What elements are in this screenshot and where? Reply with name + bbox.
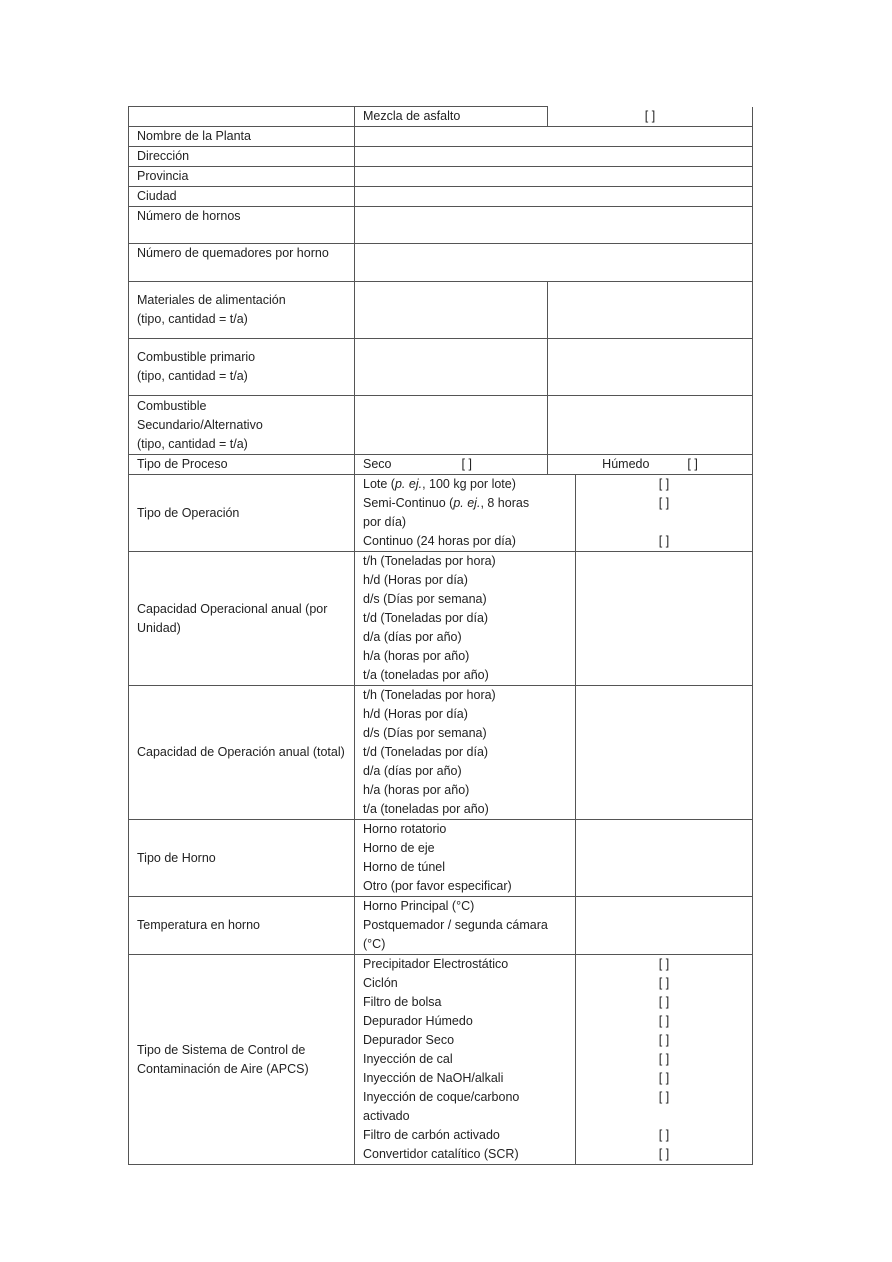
apcs-item: Inyección de cal <box>363 1052 453 1066</box>
semi-text: Semi-Continuo ( <box>363 496 454 510</box>
batch-text-post: , 100 kg por lote) <box>422 477 516 491</box>
wet-label: Húmedo <box>602 457 650 471</box>
secondary-fuel-line1: Combustible Secundario/Alternativo <box>137 399 263 432</box>
primary-fuel-field-1[interactable] <box>355 339 548 396</box>
apcs-checkbox[interactable]: [ ] <box>658 976 670 990</box>
kiln-type-values[interactable] <box>576 820 753 897</box>
eg-text: p. ej. <box>453 496 481 510</box>
plant-name-label: Nombre de la Planta <box>129 127 355 147</box>
semi-checkbox[interactable]: [ ] <box>658 496 670 510</box>
asphalt-mix-checkbox[interactable]: [ ] <box>548 107 753 127</box>
capacity-item: h/d (Horas por día) <box>363 573 468 587</box>
operation-options <box>355 475 576 552</box>
apcs-checkbox[interactable]: [ ] <box>658 1033 670 1047</box>
capacity-unit-items <box>355 552 576 686</box>
process-type-label: Tipo de Proceso <box>129 455 355 475</box>
capacity-item: h/d (Horas por día) <box>363 707 468 721</box>
city-field[interactable] <box>355 187 753 207</box>
apcs-item: Ciclón <box>363 976 398 990</box>
feed-materials-line2: (tipo, cantidad = t/a) <box>137 312 248 326</box>
plant-name-field[interactable] <box>355 127 753 147</box>
semi-option <box>363 494 567 513</box>
process-dry-option[interactable] <box>355 455 548 475</box>
temperature-label: Temperatura en horno <box>129 897 355 955</box>
secondary-fuel-field-2[interactable] <box>548 396 753 455</box>
apcs-checkbox[interactable]: [ ] <box>658 1071 670 1085</box>
capacity-item: d/s (Días por semana) <box>363 592 487 606</box>
operation-checkboxes <box>576 475 753 552</box>
capacity-item: h/a (horas por año) <box>363 649 470 663</box>
semi-option-cont: por día) <box>363 515 407 529</box>
capacity-total-items <box>355 686 576 820</box>
capacity-item: d/a (días por año) <box>363 630 462 644</box>
wet-checkbox[interactable]: [ ] <box>687 457 698 471</box>
empty-cell <box>129 107 355 127</box>
capacity-unit-label: Capacidad Operacional anual (por Unidad) <box>129 552 355 686</box>
kiln-count-field[interactable] <box>355 207 753 244</box>
asphalt-mix-row <box>129 107 753 127</box>
kiln-count-label: Número de hornos <box>129 207 355 244</box>
apcs-checkbox[interactable]: [ ] <box>658 1090 670 1104</box>
operation-type-label: Tipo de Operación <box>129 475 355 552</box>
address-field[interactable] <box>355 147 753 167</box>
dry-checkbox[interactable]: [ ] <box>461 457 472 471</box>
capacity-unit-values[interactable] <box>576 552 753 686</box>
city-label: Ciudad <box>129 187 355 207</box>
kiln-type-item: Horno de túnel <box>363 860 446 874</box>
apcs-label: Tipo de Sistema de Control de Contaminación de Aire (APCS) <box>129 955 355 1165</box>
apcs-item: Inyección de coque/carbono activado <box>363 1090 520 1123</box>
capacity-item: t/d (Toneladas por día) <box>363 745 489 759</box>
capacity-total-label: Capacidad de Operación anual (total) <box>129 686 355 820</box>
kiln-type-items <box>355 820 576 897</box>
apcs-checkbox[interactable]: [ ] <box>658 1052 670 1066</box>
continuous-checkbox[interactable]: [ ] <box>658 534 670 548</box>
temperature-values[interactable] <box>576 897 753 955</box>
capacity-item: d/s (Días por semana) <box>363 726 487 740</box>
asphalt-mix-label: Mezcla de asfalto <box>355 107 548 127</box>
capacity-item: t/a (toneladas por año) <box>363 668 489 682</box>
primary-fuel-line1: Combustible primario <box>137 350 256 364</box>
temperature-items <box>355 897 576 955</box>
secondary-fuel-field-1[interactable] <box>355 396 548 455</box>
apcs-checkbox[interactable]: [ ] <box>658 957 670 971</box>
capacity-item: d/a (días por año) <box>363 764 462 778</box>
capacity-item: t/a (toneladas por año) <box>363 802 489 816</box>
apcs-checkbox[interactable]: [ ] <box>658 995 670 1009</box>
secondary-fuel-line2: (tipo, cantidad = t/a) <box>137 437 248 451</box>
capacity-total-values[interactable] <box>576 686 753 820</box>
capacity-item: h/a (horas por año) <box>363 783 470 797</box>
primary-fuel-label <box>129 339 355 396</box>
primary-fuel-line2: (tipo, cantidad = t/a) <box>137 369 248 383</box>
apcs-checkbox[interactable]: [ ] <box>658 1147 670 1161</box>
apcs-items <box>355 955 576 1165</box>
eg-text: p. ej. <box>394 477 423 491</box>
address-label: Dirección <box>129 147 355 167</box>
plant-form-table <box>128 106 753 1165</box>
temperature-item: Postquemador / segunda cámara (°C) <box>363 918 548 951</box>
apcs-item: Depurador Húmedo <box>363 1014 473 1028</box>
feed-materials-field-2[interactable] <box>548 282 753 339</box>
feed-materials-field-1[interactable] <box>355 282 548 339</box>
feed-materials-label <box>129 282 355 339</box>
province-field[interactable] <box>355 167 753 187</box>
feed-materials-line1: Materiales de alimentación <box>137 293 286 307</box>
province-label: Provincia <box>129 167 355 187</box>
batch-text: Lote ( <box>363 477 395 491</box>
capacity-item: t/d (Toneladas por día) <box>363 611 489 625</box>
capacity-item: t/h (Toneladas por hora) <box>363 688 496 702</box>
batch-option <box>363 475 567 494</box>
apcs-item: Precipitador Electrostático <box>363 957 509 971</box>
kiln-type-item: Otro (por favor especificar) <box>363 879 512 893</box>
apcs-checkbox[interactable]: [ ] <box>658 1014 670 1028</box>
semi-post-1: , 8 horas <box>480 496 530 510</box>
apcs-checkbox[interactable]: [ ] <box>658 1128 670 1142</box>
apcs-item: Filtro de carbón activado <box>363 1128 500 1142</box>
capacity-item: t/h (Toneladas por hora) <box>363 554 496 568</box>
kiln-type-item: Horno rotatorio <box>363 822 447 836</box>
apcs-item: Depurador Seco <box>363 1033 455 1047</box>
kiln-type-item: Horno de eje <box>363 841 435 855</box>
burners-field[interactable] <box>355 244 753 282</box>
kiln-type-label: Tipo de Horno <box>129 820 355 897</box>
dry-label: Seco <box>363 457 392 471</box>
continuous-option: Continuo (24 horas por día) <box>363 534 516 548</box>
primary-fuel-field-2[interactable] <box>548 339 753 396</box>
apcs-item: Convertidor catalítico (SCR) <box>363 1147 519 1161</box>
apcs-checkboxes <box>576 955 753 1165</box>
process-wet-option[interactable] <box>548 455 753 475</box>
batch-checkbox[interactable]: [ ] <box>658 477 670 491</box>
apcs-item: Filtro de bolsa <box>363 995 442 1009</box>
secondary-fuel-label <box>129 396 355 455</box>
apcs-item: Inyección de NaOH/alkali <box>363 1071 504 1085</box>
burners-label: Número de quemadores por horno <box>129 244 355 282</box>
temperature-item: Horno Principal (°C) <box>363 899 475 913</box>
